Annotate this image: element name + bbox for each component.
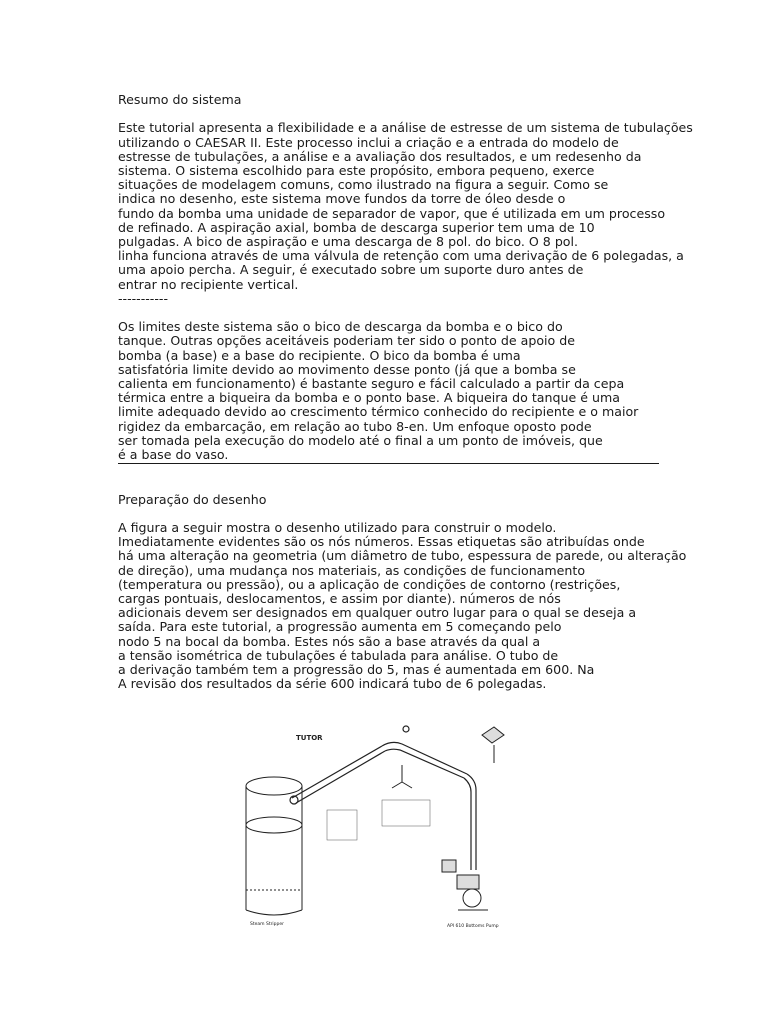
vessel-caption: Steam Stripper [250,922,285,927]
text-line: fundo da bomba uma unidade de separador de vapor, que é utilizada em um processo [118,205,666,221]
text-line: tanque. Outras opções aceitáveis poderiam ter sido o ponto de apoio de [118,333,575,349]
text-line: há uma alteração na geometria (um diâmetro de tubo, espessura de parede, ou alteração [118,548,687,564]
text-line: a tensão isométrica de tubulações é tabulada para análise. O tubo de [118,647,559,663]
text-line: ser tomada pela execução do modelo até o final a um ponto de imóveis, que [118,432,603,448]
text-line: bomba (a base) e a base do recipiente. O bico da bomba é uma [118,347,521,363]
text-line: Imediatamente evidentes são os nós números. Essas etiquetas são atribuídas onde [118,534,645,550]
text-line: Este tutorial apresenta a flexibilidade e a análise de estresse de um sistema de tubulações [118,120,693,136]
text-line: limite adequado devido ao crescimento térmico conhecido do recipiente e o maior [118,404,639,420]
text-line: nodo 5 na bocal da bomba. Estes nós são a base através da qual a [118,633,541,649]
text-line: linha funciona através de uma válvula de retenção com uma derivação de 6 polegadas, a [118,248,684,264]
text-line: térmica entre a biqueira da bomba e o ponto base. A biqueira do tanque é uma [118,390,620,406]
text-line: uma apoio percha. A seguir, é executado sobre um suporte duro antes de [118,262,584,278]
document-page [118,93,698,691]
axes-icon [392,765,412,788]
text-line: rigidez da embarcação, em relação ao tubo 8-en. Um enfoque oposto pode [118,418,592,434]
text-line: utilizando o CAESAR II. Este processo inclui a criação e a entrada do modelo de [118,134,619,150]
section-heading-summary: Resumo do sistema [118,92,242,107]
summary-paragraph-2 [118,320,698,462]
text-line: a derivação também tem a progressão do 5, mas é aumentada em 600. Na [118,662,595,678]
text-line: entrar no recipiente vertical. [118,276,299,292]
text-line: é a base do vaso. [118,447,229,463]
text-line: A revisão dos resultados da série 600 indicará tubo de 6 polegadas. [118,676,547,692]
text-line: estresse de tubulações, a análise e a avaliação dos resultados, e um redesenho da [118,148,642,164]
text-line: de direção), uma mudança nos materiais, as condições de funcionamento [118,562,586,578]
text-line: calienta em funcionamento) é bastante seguro e fácil calculado a partir da cepa [118,376,625,392]
text-line: situações de modelagem comuns, como ilustrado na figura a seguir. Como se [118,177,609,193]
pump-icon [458,889,488,910]
text-line: saída. Para este tutorial, a progressão aumenta em 5 começando pelo [118,619,562,635]
text-line: A figura a seguir mostra o desenho utilizado para construir o modelo. [118,520,557,536]
figure-title: TUTOR [296,734,323,742]
text-line: Os limites deste sistema são o bico de descarga da bomba e o bico do [118,319,563,335]
text-line: satisfatória limite devido ao movimento desse ponto (já que a bomba se [118,361,576,377]
pipe-isometric [290,726,476,870]
text-line: (temperatura ou pressão), ou a aplicação de condições de contorno (restrições, [118,576,621,592]
piping-isometric-figure [232,710,532,930]
pump-caption: API 610 Bottoms Pump [447,924,499,929]
preparation-paragraph-1 [118,521,698,691]
text-line: adicionais devem ser designados em qualquer outro lugar para o qual se deseja a [118,605,637,621]
summary-paragraph-1 [118,121,698,306]
text-line: indica no desenho, este sistema move fundos da torre de óleo desde o [118,191,566,207]
text-line: cargas pontuais, deslocamentos, e assim por diante). números de nós [118,591,561,607]
text-line: ----------- [118,290,168,306]
piping-drawing [232,710,532,930]
text-line: pulgadas. A bico de aspiração e uma descarga de 8 pol. do bico. O 8 pol. [118,234,579,250]
check-valve-icon [442,727,504,889]
text-line: sistema. O sistema escolhido para este propósito, embora pequeno, exerce [118,163,595,178]
text-line: de refinado. A aspiração axial, bomba de descarga superior tem uma de 10 [118,219,595,235]
section-heading-preparation: Preparação do desenho [118,491,267,507]
